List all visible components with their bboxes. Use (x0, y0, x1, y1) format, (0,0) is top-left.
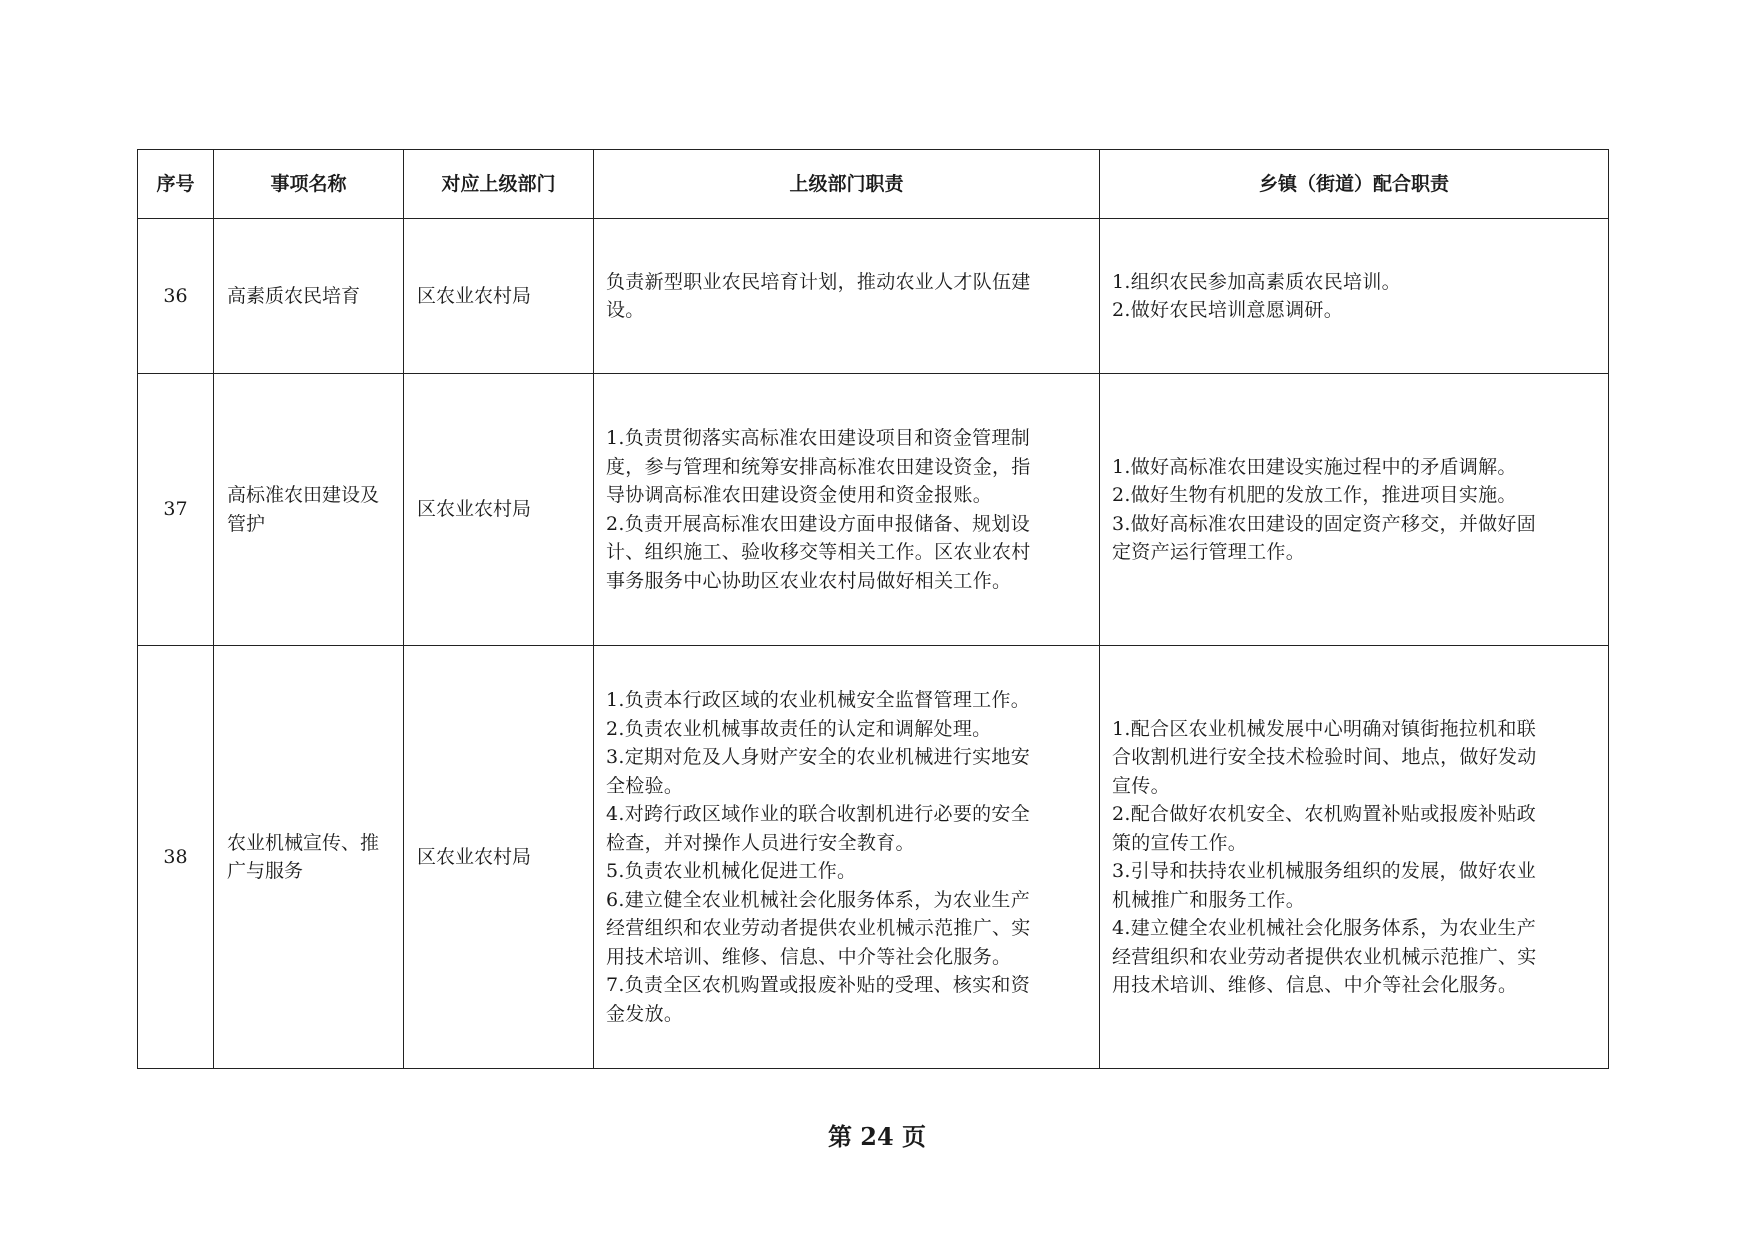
duty-line: 4.建立健全农业机械社会化服务体系，为农业生产 (1112, 917, 1537, 939)
upper-dept: 区农业农村局 (404, 646, 594, 1069)
duty-line: 2.配合做好农机安全、农机购置补贴或报废补贴政 (1112, 803, 1537, 825)
duty-line: 1.负责贯彻落实高标准农田建设项目和资金管理制 (606, 427, 1031, 449)
page-number: 第 24 页 (827, 1122, 927, 1151)
duty-line: 3.做好高标准农田建设的固定资产移交，并做好固 (1112, 512, 1537, 535)
upper-dept: 区农业农村局 (404, 374, 594, 646)
item-name: 高素质农民培育 (214, 219, 404, 374)
duty-line: 经营组织和农业劳动者提供农业机械示范推广、实 (1112, 945, 1537, 968)
duty-table (137, 149, 1609, 1069)
duty-line: 6.建立健全农业机械社会化服务体系，为农业生产 (606, 888, 1031, 911)
upper-dept: 区农业农村局 (404, 219, 594, 374)
duty-line: 负责新型职业农民培育计划，推动农业人才队伍建 (606, 270, 1031, 293)
duty-line: 定资产运行管理工作。 (1112, 541, 1306, 563)
duty-line: 机械推广和服务工作。 (1112, 888, 1306, 911)
duty-line: 3.定期对危及人身财产安全的农业机械进行实地安 (606, 746, 1031, 768)
table-header-row (138, 150, 1609, 219)
duty-line: 计、组织施工、验收移交等相关工作。区农业农村 (606, 541, 1031, 563)
duty-line: 检查，并对操作人员进行安全教育。 (606, 831, 915, 854)
duty-line: 宣传。 (1112, 774, 1170, 797)
duty-line: 度，参与管理和统筹安排高标准农田建设资金，指 (606, 455, 1031, 478)
duty-line: 2.负责开展高标准农田建设方面申报储备、规划设 (606, 512, 1031, 535)
duty-line: 1.配合区农业机械发展中心明确对镇街拖拉机和联 (1112, 717, 1537, 740)
table-row (138, 374, 1609, 646)
duty-line: 2.负责农业机械事故责任的认定和调解处理。 (606, 717, 992, 740)
table-row (138, 219, 1609, 374)
duty-line: 全检验。 (606, 774, 684, 797)
item-name: 农业机械宣传、推广与服务 (214, 646, 404, 1069)
duty-line: 5.负责农业机械化促进工作。 (606, 860, 857, 882)
duty-line: 3.引导和扶持农业机械服务组织的发展，做好农业 (1112, 860, 1537, 882)
duty-line: 金发放。 (606, 1002, 684, 1025)
duty-line: 7.负责全区农机购置或报废补贴的受理、核实和资 (606, 974, 1031, 996)
town-duty (1100, 374, 1609, 646)
row-number: 37 (138, 374, 214, 646)
header-seq: 序号 (138, 150, 214, 219)
upper-duty (594, 646, 1100, 1069)
town-duty (1100, 646, 1609, 1069)
upper-duty (594, 219, 1100, 374)
duty-line: 1.组织农民参加高素质农民培训。 (1112, 270, 1401, 293)
upper-duty (594, 374, 1100, 646)
row-number: 38 (138, 646, 214, 1069)
header-town-duty: 乡镇（街道）配合职责 (1100, 150, 1609, 219)
duty-line: 合收割机进行安全技术检验时间、地点，做好发动 (1112, 746, 1537, 768)
header-item-name: 事项名称 (214, 150, 404, 219)
table-row (138, 646, 1609, 1069)
header-upper-duty: 上级部门职责 (594, 150, 1100, 219)
duty-line: 用技术培训、维修、信息、中介等社会化服务。 (606, 945, 1012, 968)
duty-line: 2.做好农民培训意愿调研。 (1112, 299, 1344, 321)
duty-line: 1.负责本行政区域的农业机械安全监督管理工作。 (606, 689, 1031, 711)
header-upper-dept: 对应上级部门 (404, 150, 594, 219)
duty-line: 4.对跨行政区域作业的联合收割机进行必要的安全 (606, 803, 1031, 825)
town-duty (1100, 219, 1609, 374)
duty-line: 2.做好生物有机肥的发放工作，推进项目实施。 (1112, 484, 1517, 506)
duty-line: 事务服务中心协助区农业农村局做好相关工作。 (606, 569, 1012, 592)
duty-line: 导协调高标准农田建设资金使用和资金报账。 (606, 484, 993, 506)
duty-line: 1.做好高标准农田建设实施过程中的矛盾调解。 (1112, 455, 1517, 478)
duty-line: 设。 (606, 299, 645, 321)
row-number: 36 (138, 219, 214, 374)
duty-line: 经营组织和农业劳动者提供农业机械示范推广、实 (606, 917, 1031, 939)
duty-line: 用技术培训、维修、信息、中介等社会化服务。 (1112, 974, 1518, 996)
duty-line: 策的宣传工作。 (1112, 831, 1248, 854)
item-name: 高标准农田建设及管护 (214, 374, 404, 646)
